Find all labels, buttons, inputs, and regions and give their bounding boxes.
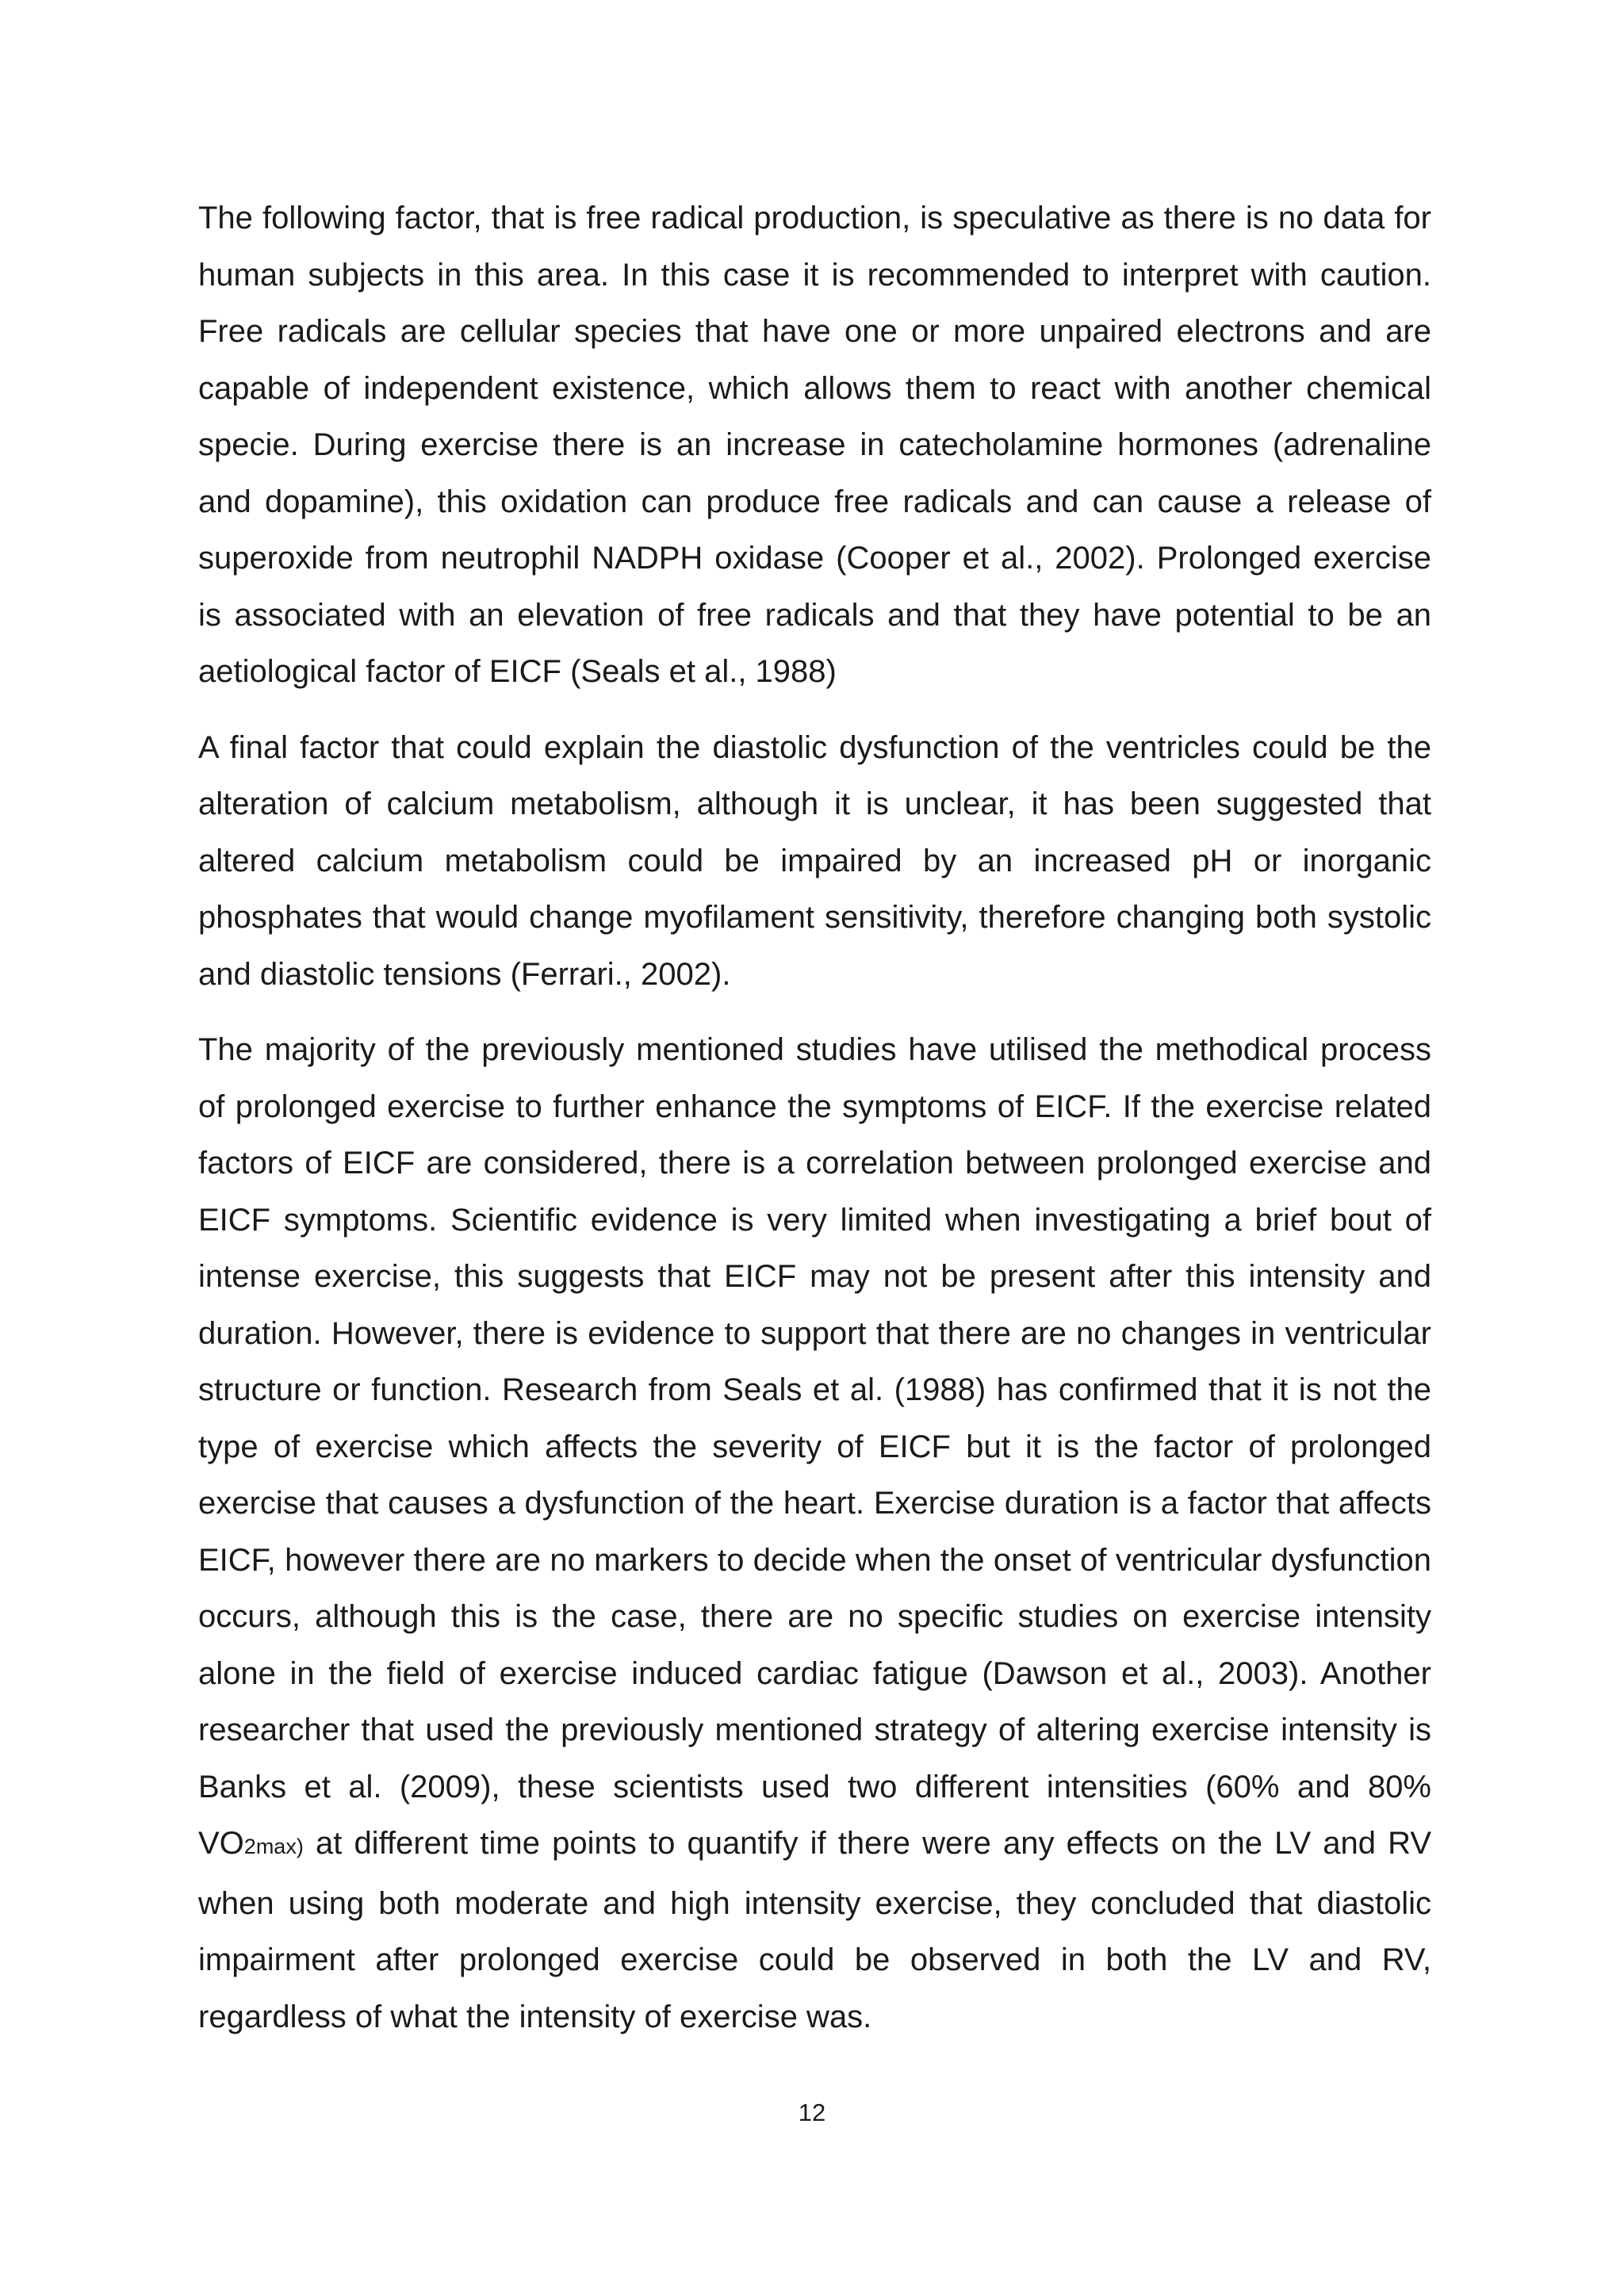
paragraph-calcium-metabolism: A final factor that could explain the diastolic dysfunction of the ventricles could be the alteration of calcium metabolism, although it is unclear, it has been suggested that altered calcium metabolism could be impaired by an increased pH or inorganic phosphates that would change myofilament sensitivity, therefore changing both systolic and diastolic tensions (Ferrari., 2002). xyxy=(198,729,1431,992)
vo2max-subscript: 2max) xyxy=(243,1835,304,1858)
page-number: 12 xyxy=(798,2099,826,2126)
paragraph-text-start: The majority of the previously mentioned studies have utilised the methodical process of prolonged exercise to further enhance the symptoms of EICF. If the exercise related factors of EICF are considered, there is a correlation between prolonged exercise and EICF symptoms. Scientific evidence is very limited when investigating a brief bout of intense exercise, this suggests that EICF may not be present after this intensity and duration. However, there is evidence to support that there are no changes in ventricular structure or function. Research from Seals et al. (1988) has confirmed that it is not the type of exercise which affects the severity of EICF but it is the factor of prolonged exercise that causes a dysfunction of the heart. Exercise duration is a factor that affects EICF, however there are no markers to decide when the onset of ventricular dysfunction occurs, although this is the case, there are no specific studies on exercise intensity alone in the field of exercise induced cardiac fatigue (Dawson et al., 2003). Another researcher that used the previously mentioned strategy of altering exercise intensity is Banks et al. (2009), these scientists used two different intensities (60% and 80% VO xyxy=(198,1032,1431,1861)
paragraph-prolonged-exercise xyxy=(198,1022,1431,2045)
paragraph-text-end: at different time points to quantify if there were any effects on the LV and RV when using both moderate and high intensity exercise, they concluded that diastolic impairment after prolonged exercise could be observed in both the LV and RV, regardless of what the intensity of exercise was. xyxy=(198,1826,1431,2034)
paragraph-free-radicals: The following factor, that is free radical production, is speculative as there is no data for human subjects in this area. In this case it is recommended to interpret with caution. Free radicals are cellular species that have one or more unpaired electrons and are capable of independent existence, which allows them to react with another chemical specie. During exercise there is an increase in catecholamine hormones (adrenaline and dopamine), this oxidation can produce free radicals and can cause a release of superoxide from neutrophil NADPH oxidase (Cooper et al., 2002). Prolonged exercise is associated with an elevation of free radicals and that they have potential to be an aetiological factor of EICF (Seals et al., 1988) xyxy=(198,201,1431,689)
body-text xyxy=(198,190,1431,2064)
